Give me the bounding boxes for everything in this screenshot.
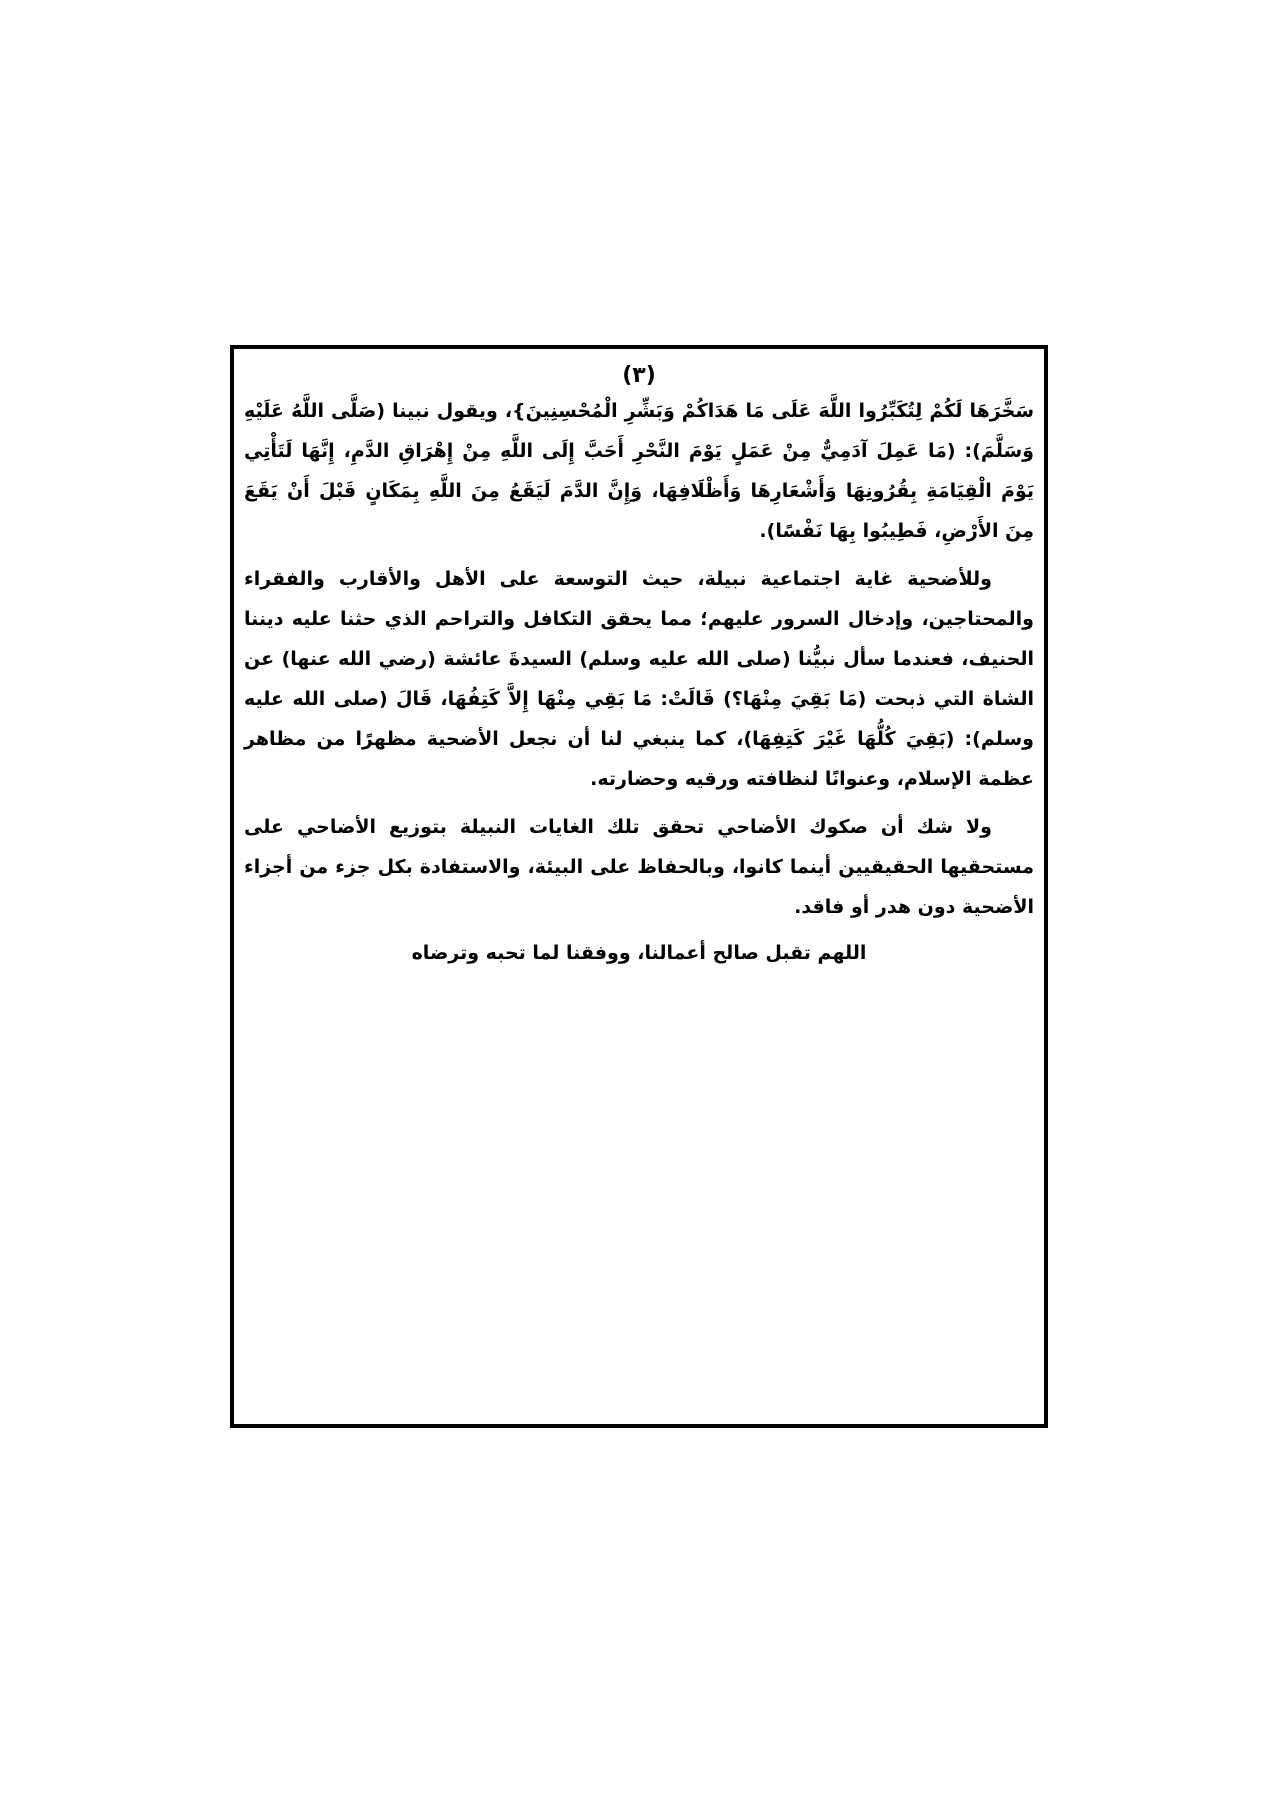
closing-prayer: اللهم تقبل صالح أعمالنا، ووفقنا لما تحبه وترضاه bbox=[411, 942, 867, 964]
paragraph-quran-hadith: سَخَّرَهَا لَكُمْ لِتُكَبِّرُوا اللَّهَ عَلَى مَا هَدَاكُمْ وَبَشِّرِ الْمُحْسِنِينَ}، ويقول نبينا (صَلَّى اللَّهُ عَلَيْهِ وَسَلَّمَ): (مَا عَمِلَ آدَمِيٌّ مِنْ عَمَلٍ يَوْمَ النَّحْرِ أَحَبَّ إِلَى اللَّهِ مِنْ إِهْرَاقِ الدَّمِ، إِنَّهَا لَتَأْتِي يَوْمَ الْقِيَامَةِ بِقُرُونِهَا وَأَشْعَارِهَا وَأَظْلَافِهَا، وَإِنَّ الدَّمَ لَيَقَعُ مِنَ اللَّهِ بِمَكَانٍ قَبْلَ أَنْ يَقَعَ مِنَ الأَرْضِ، فَطِيبُوا بِهَا نَفْسًا). bbox=[244, 400, 1034, 542]
paragraph-sacrifice-vouchers: ولا شك أن صكوك الأضاحي تحقق تلك الغايات النبيلة بتوزيع الأضاحي على مستحقيها الحقيقيين أينما كانوا، وبالحفاظ على البيئة، والاستفادة بكل جزء من أجزاء الأضحية دون هدر أو فاقد. bbox=[244, 816, 1034, 918]
paragraph-social-purpose: وللأضحية غاية اجتماعية نبيلة، حيث التوسعة على الأهل والأقارب والفقراء والمحتاجين، وإدخال السرور عليهم؛ مما يحقق التكافل والتراحم الذي حثنا عليه ديننا الحنيف، فعندما سأل نبيُّنا (صلى الله عليه وسلم) السيدةَ عائشة (رضي الله عنها) عن الشاة التي ذبحت (مَا بَقِيَ مِنْهَا؟) قَالَتْ: مَا بَقِي مِنْهَا إِلاَّ كَتِفُهَا، قَالَ (صلى الله عليه وسلم): (بَقِيَ كُلُّهَا غَيْرَ كَتِفِهَا)، كما ينبغي لنا أن نجعل الأضحية مظهرًا من مظاهر عظمة الإسلام، وعنوانًا لنظافته ورقيه وحضارته. bbox=[244, 568, 1034, 790]
page-content bbox=[244, 361, 1034, 1414]
page-number: (٣) bbox=[622, 363, 656, 388]
page-frame bbox=[230, 345, 1048, 1428]
